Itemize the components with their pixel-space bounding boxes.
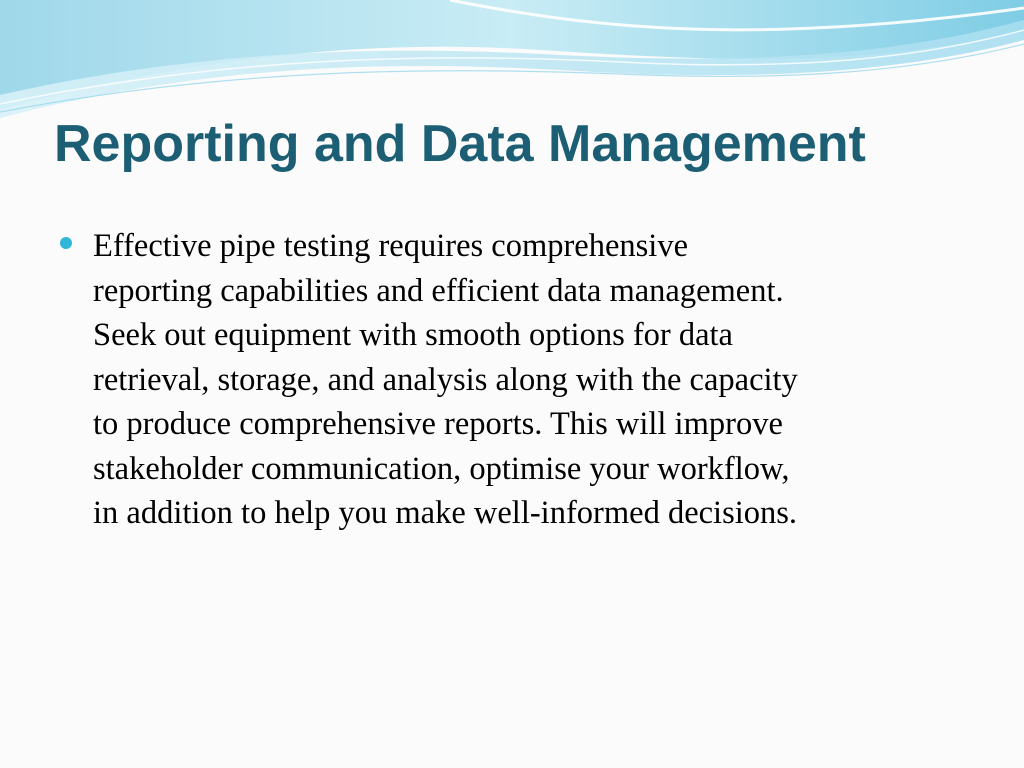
bullet-dot-icon [60, 237, 72, 249]
slide-title: Reporting and Data Management [54, 115, 866, 173]
bullet-line: stakeholder communication, optimise your workflow, [93, 450, 790, 487]
bullet-line: Effective pipe testing requires comprehensive [93, 228, 689, 264]
bullet-line: retrieval, storage, and analysis along with the capacity [93, 361, 798, 398]
bullet-line: reporting capabilities and efficient data management. [93, 272, 784, 309]
bullet-item [60, 224, 960, 536]
bullet-line: to produce comprehensive reports. This will improve [93, 406, 783, 442]
bullet-line: in addition to help you make well-informed decisions. [93, 495, 798, 531]
bullet-line: Seek out equipment with smooth options for data [93, 317, 733, 353]
bullet-list [60, 224, 960, 536]
